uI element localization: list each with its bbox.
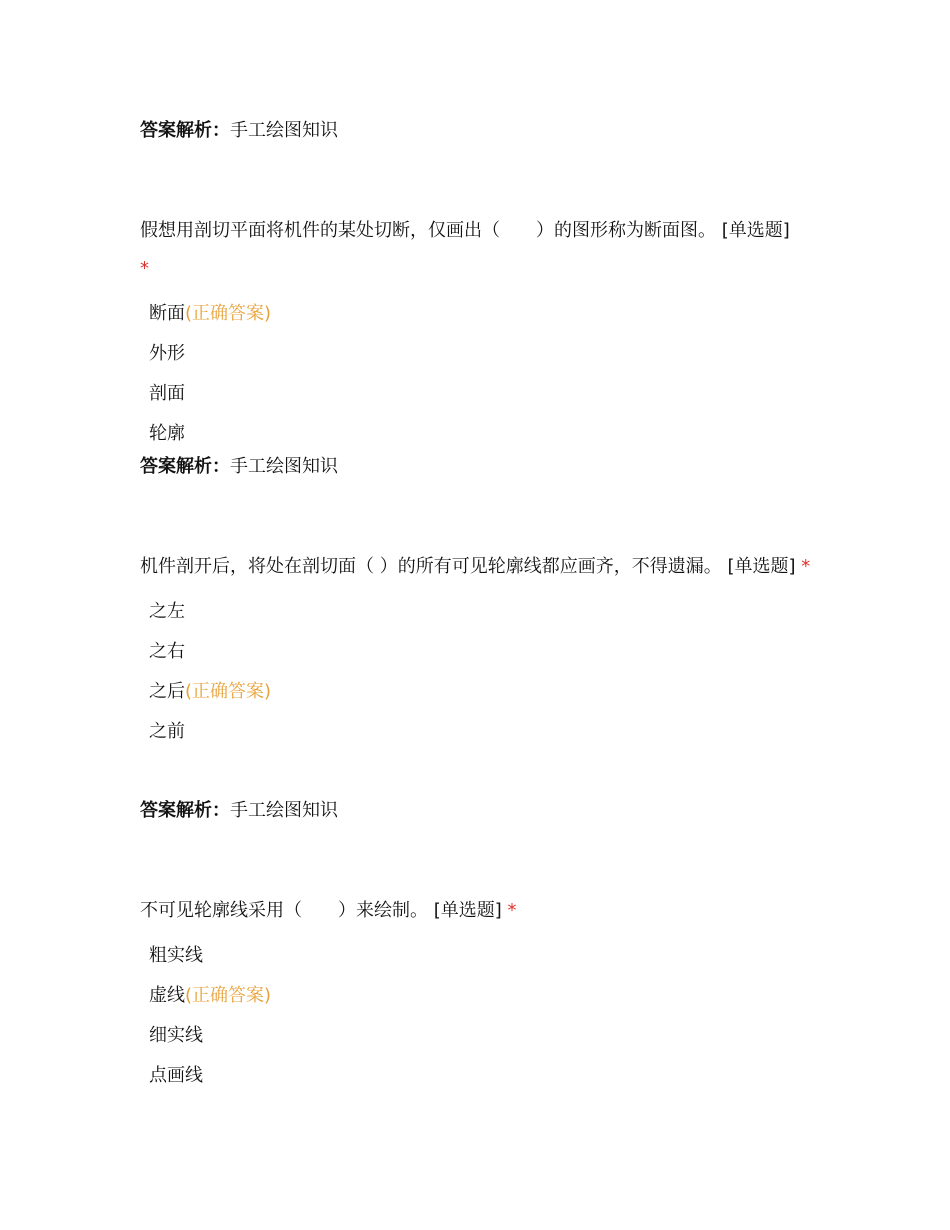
question-1-text <box>140 212 820 288</box>
option[interactable]: 剖面 <box>149 383 185 404</box>
question-2 <box>140 548 820 752</box>
question-2-options <box>140 592 820 752</box>
question-3 <box>140 892 820 1096</box>
analysis-text: 手工绘图知识 <box>230 456 338 477</box>
analysis-text: 手工绘图知识 <box>230 800 338 821</box>
correct-answer-tag: (正确答案) <box>185 303 272 324</box>
question-type-tag: [单选题] <box>721 220 790 241</box>
correct-answer-tag: (正确答案) <box>185 985 272 1006</box>
correct-answer-tag: (正确答案) <box>185 681 272 702</box>
option[interactable]: 外形 <box>149 343 185 364</box>
required-mark: * <box>801 556 811 577</box>
option[interactable]: 之右 <box>149 641 185 662</box>
option[interactable]: 之前 <box>149 721 185 742</box>
question-3-options <box>140 936 820 1096</box>
question-type-tag: [单选题] <box>433 900 502 921</box>
analysis-text: 手工绘图知识 <box>230 120 338 141</box>
option[interactable]: 虚线(正确答案) <box>149 985 272 1006</box>
required-mark: * <box>507 900 517 921</box>
question-1-stem: 假想用剖切平面将机件的某处切断，仅画出（ ）的图形称为断面图。 <box>140 220 716 241</box>
answer-analysis-0 <box>140 119 338 143</box>
answer-analysis-1 <box>140 455 338 479</box>
analysis-label: 答案解析： <box>140 120 230 141</box>
required-mark: * <box>140 258 149 279</box>
analysis-label: 答案解析： <box>140 456 230 477</box>
question-1 <box>140 212 820 454</box>
question-1-options <box>140 294 820 454</box>
question-3-text <box>140 892 820 930</box>
option[interactable]: 粗实线 <box>149 945 203 966</box>
option[interactable]: 之左 <box>149 601 185 622</box>
option[interactable]: 断面(正确答案) <box>149 303 272 324</box>
answer-analysis-2 <box>140 799 338 823</box>
question-2-text <box>140 548 820 586</box>
question-3-stem: 不可见轮廓线采用（ ）来绘制。 <box>140 900 428 921</box>
analysis-label: 答案解析： <box>140 800 230 821</box>
option[interactable]: 轮廓 <box>149 423 185 444</box>
question-type-tag: [单选题] <box>727 556 796 577</box>
question-2-stem: 机件剖开后，将处在剖切面（ ）的所有可见轮廓线都应画齐，不得遗漏。 <box>140 556 722 577</box>
option[interactable]: 细实线 <box>149 1025 203 1046</box>
option[interactable]: 之后(正确答案) <box>149 681 272 702</box>
option[interactable]: 点画线 <box>149 1065 203 1086</box>
